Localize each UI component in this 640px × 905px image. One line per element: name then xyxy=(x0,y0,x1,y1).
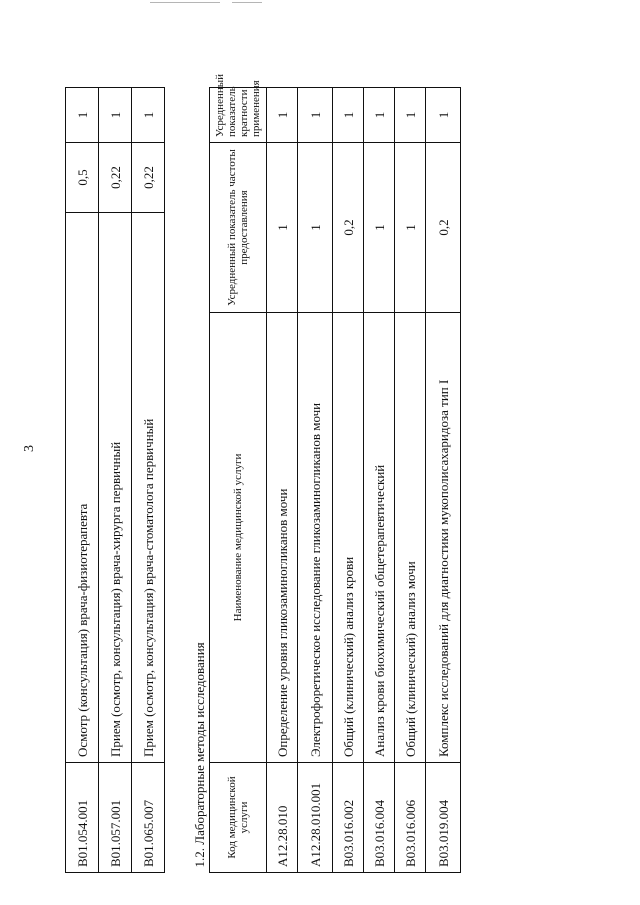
service-multiplicity: 1 xyxy=(426,87,461,142)
service-code: B03.016.004 xyxy=(364,763,395,873)
table-row xyxy=(395,87,426,872)
service-name: Осмотр (консультация) врача-физиотерапевта xyxy=(66,213,99,763)
service-name: Прием (осмотр, консультация) врача-стоматолога первичный xyxy=(132,213,165,763)
service-multiplicity: 1 xyxy=(395,87,426,142)
table-row xyxy=(267,87,298,872)
section-title: 1.2. Лабораторные методы исследования xyxy=(181,87,210,872)
service-multiplicity: 1 xyxy=(298,87,333,142)
table-row xyxy=(333,87,364,872)
header-frequency: Усредненный показатель частоты предоставления xyxy=(210,143,267,313)
table-row xyxy=(66,88,99,873)
service-code: B03.016.006 xyxy=(395,763,426,873)
table-row xyxy=(132,88,165,873)
service-frequency: 0,5 xyxy=(66,143,99,213)
service-multiplicity: 1 xyxy=(267,87,298,142)
service-multiplicity: 1 xyxy=(333,87,364,142)
page-number: 3 xyxy=(22,445,37,452)
service-name: Электрофоретическое исследование гликозаминогликанов мочи xyxy=(298,313,333,763)
table-row xyxy=(298,87,333,872)
service-code: A12.28.010 xyxy=(267,763,298,873)
header-row xyxy=(210,87,267,872)
service-multiplicity: 1 xyxy=(132,88,165,143)
lab-methods-table xyxy=(181,73,461,873)
service-multiplicity: 1 xyxy=(66,88,99,143)
service-code: A12.28.010.001 xyxy=(298,763,333,873)
service-code: B01.057.001 xyxy=(99,763,132,873)
table-row xyxy=(426,87,461,872)
service-name: Общий (клинический) анализ мочи xyxy=(395,313,426,763)
service-name: Определение уровня гликозаминогликанов мочи xyxy=(267,313,298,763)
service-frequency: 0,22 xyxy=(99,143,132,213)
service-frequency: 1 xyxy=(395,143,426,313)
service-frequency: 1 xyxy=(267,143,298,313)
service-name: Комплекс исследований для диагностики мукополисахаридоза тип I xyxy=(426,313,461,763)
service-name: Общий (клинический) анализ крови xyxy=(333,313,364,763)
service-name: Прием (осмотр, консультация) врача-хирурга первичный xyxy=(99,213,132,763)
service-name: Анализ крови биохимический общетерапевтический xyxy=(364,313,395,763)
table-row xyxy=(364,87,395,872)
services-table-continued xyxy=(65,87,165,873)
service-frequency: 0,22 xyxy=(132,143,165,213)
service-frequency: 0,2 xyxy=(333,143,364,313)
header-multiplicity: Усредненный показатель кратности применения xyxy=(210,87,267,142)
service-multiplicity: 1 xyxy=(364,87,395,142)
section-title-row xyxy=(181,87,210,872)
service-code: B03.016.002 xyxy=(333,763,364,873)
service-frequency: 1 xyxy=(364,143,395,313)
service-code: B01.054.001 xyxy=(66,763,99,873)
service-code: B01.065.007 xyxy=(132,763,165,873)
table-row xyxy=(99,88,132,873)
service-multiplicity: 1 xyxy=(99,88,132,143)
service-frequency: 1 xyxy=(298,143,333,313)
header-name: Наименование медицинской услуги xyxy=(210,313,267,763)
service-frequency: 0,2 xyxy=(426,143,461,313)
header-code: Код медицинской услуги xyxy=(210,763,267,873)
service-code: B03.019.004 xyxy=(426,763,461,873)
